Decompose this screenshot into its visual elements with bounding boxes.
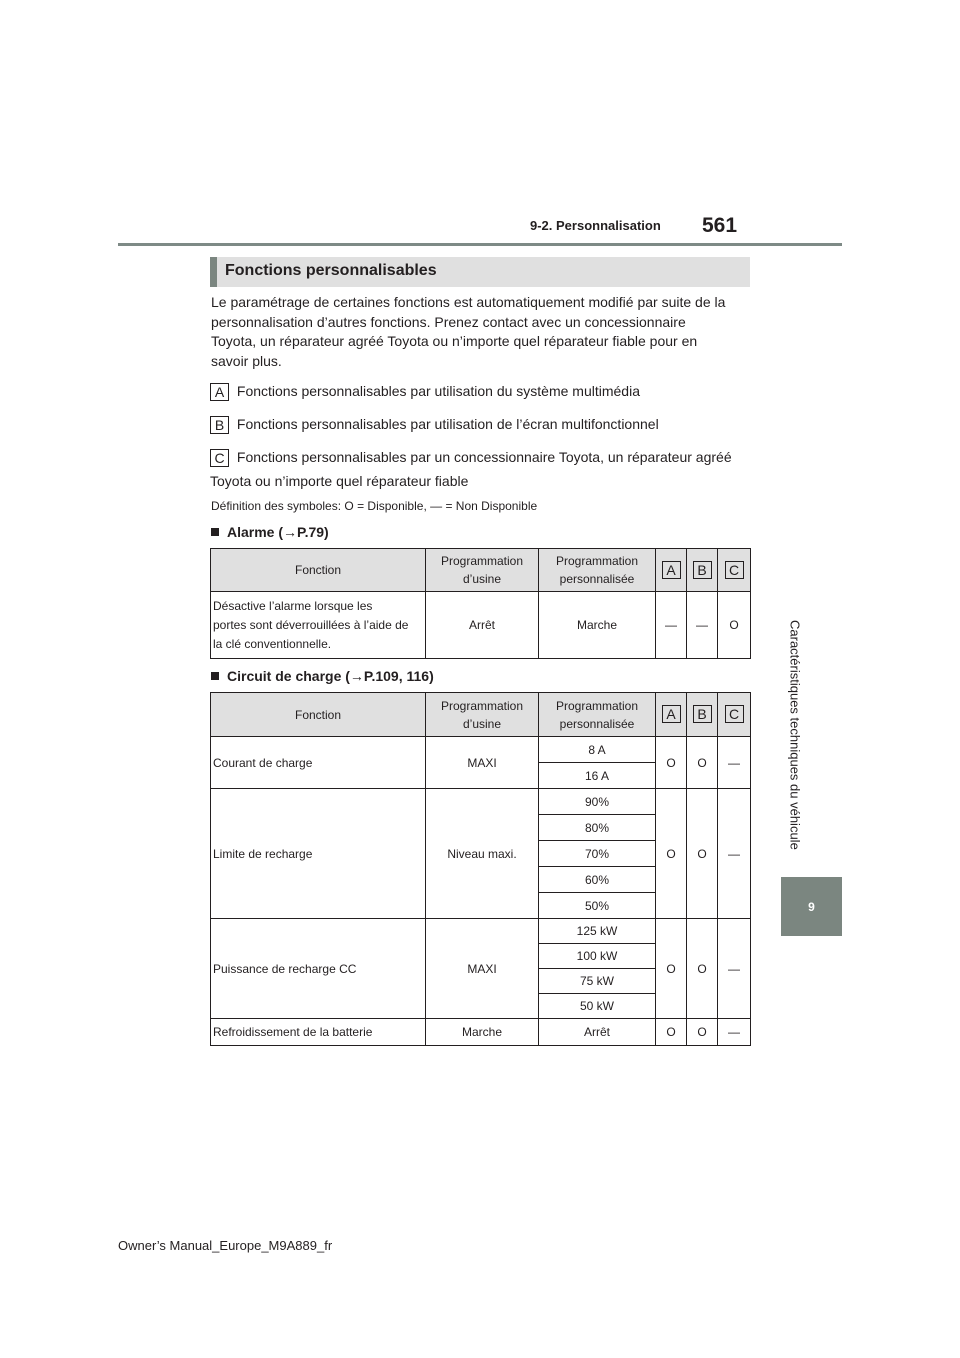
- header-a: A: [656, 549, 687, 592]
- header-fonction: Fonction: [211, 693, 426, 737]
- cell-c: O: [718, 592, 751, 659]
- table-row: [211, 789, 751, 815]
- cell-a: O: [656, 1019, 687, 1046]
- header-b: B: [687, 693, 718, 737]
- alarm-table: [210, 548, 751, 659]
- cell-custom-option: 80%: [539, 815, 656, 841]
- badge-a: A: [210, 383, 229, 401]
- header-a: A: [656, 693, 687, 737]
- cell-c: —: [718, 919, 751, 1019]
- intro-line: savoir plus.: [211, 352, 282, 369]
- table-header-row: [211, 693, 751, 737]
- legend-item-b: [210, 414, 770, 434]
- cell-b: —: [687, 592, 718, 659]
- cell-custom-option: 75 kW: [539, 969, 656, 994]
- cell-a: O: [656, 919, 687, 1019]
- legend-item-a: [210, 381, 770, 401]
- header-factory: Programmation d’usine: [426, 693, 539, 737]
- legend-item-c: [210, 447, 770, 467]
- intro-line: personnalisation d’autres fonctions. Prenez contact avec un concessionnaire: [211, 313, 686, 330]
- cell-fonction: Limite de recharge: [211, 789, 426, 919]
- table-row: [211, 592, 751, 659]
- intro-line: Toyota, un réparateur agréé Toyota ou n’importe quel réparateur fiable pour en: [211, 333, 698, 349]
- table-header-row: [211, 549, 751, 592]
- cell-custom-option: 70%: [539, 841, 656, 867]
- cell-a: —: [656, 592, 687, 659]
- header-c: C: [718, 693, 751, 737]
- legend-text: Fonctions personnalisables par utilisation de l’écran multifonctionnel: [236, 416, 659, 432]
- cell-custom-option: 100 kW: [539, 944, 656, 969]
- cell-a: O: [656, 737, 687, 789]
- table-row: [211, 1019, 751, 1046]
- intro-paragraph: [211, 293, 751, 371]
- header-fonction: Fonction: [211, 549, 426, 592]
- subsection-title: Circuit de charge (: [227, 668, 350, 684]
- cell-fonction: Désactive l’alarme lorsque les portes sont déverrouillées à l’aide de la clé conventionnelle.: [211, 592, 426, 659]
- header-custom: Programmation personnalisée: [539, 693, 656, 737]
- legend-text: Fonctions personnalisables par utilisation du système multimédia: [236, 383, 640, 399]
- cell-fonction: Refroidissement de la batterie: [211, 1019, 426, 1046]
- cell-c: —: [718, 789, 751, 919]
- bullet-square-icon: [211, 528, 219, 536]
- header-b: B: [687, 549, 718, 592]
- header-c: C: [718, 549, 751, 592]
- header-custom: Programmation personnalisée: [539, 549, 656, 592]
- cell-custom-option: 90%: [539, 789, 656, 815]
- header-factory: Programmation d’usine: [426, 549, 539, 592]
- cell-c: —: [718, 1019, 751, 1046]
- subsection-title: Alarme (: [227, 524, 284, 540]
- page-reference: →P.79): [283, 524, 329, 540]
- cell-factory: MAXI: [426, 919, 539, 1019]
- chapter-number-tab: 9: [781, 877, 842, 936]
- footer-manual-id: Owner’s Manual_Europe_M9A889_fr: [118, 1238, 333, 1253]
- cell-custom-option: 16 A: [539, 763, 656, 789]
- cell-fonction: Puissance de recharge CC: [211, 919, 426, 1019]
- cell-custom-option: 50 kW: [539, 994, 656, 1019]
- badge-b: B: [210, 416, 229, 434]
- page-number: 561: [702, 214, 738, 237]
- cell-custom: Marche: [539, 592, 656, 659]
- cell-b: O: [687, 1019, 718, 1046]
- cell-a: O: [656, 789, 687, 919]
- cell-b: O: [687, 789, 718, 919]
- badge-c: C: [210, 449, 229, 467]
- header-rule: [118, 243, 842, 246]
- legend-text: Fonctions personnalisables par un concessionnaire Toyota, un réparateur agréé: [236, 449, 732, 465]
- page-reference: →P.109, 116): [349, 668, 434, 684]
- intro-line: Le paramétrage de certaines fonctions est automatiquement modifié par suite de la: [211, 294, 726, 310]
- cell-b: O: [687, 737, 718, 789]
- section-title: Fonctions personnalisables: [210, 257, 750, 287]
- table-row: [211, 919, 751, 944]
- cell-factory: MAXI: [426, 737, 539, 789]
- cell-custom-option: Arrêt: [539, 1019, 656, 1046]
- cell-factory: Marche: [426, 1019, 539, 1046]
- charging-table: [210, 692, 751, 1046]
- cell-c: —: [718, 737, 751, 789]
- cell-custom-option: 125 kW: [539, 919, 656, 944]
- cell-custom-option: 8 A: [539, 737, 656, 763]
- symbol-definition: Définition des symboles: O = Disponible, — = Non Disponible: [211, 499, 538, 513]
- cell-fonction: Courant de charge: [211, 737, 426, 789]
- chapter-side-label: Caractéristiques techniques du véhicule: [787, 620, 803, 850]
- cell-custom-option: 60%: [539, 867, 656, 893]
- subsection-charging: [211, 668, 434, 684]
- header-section-title: 9-2. Personnalisation: [530, 218, 661, 233]
- cell-factory: Niveau maxi.: [426, 789, 539, 919]
- cell-factory: Arrêt: [426, 592, 539, 659]
- table-row: [211, 737, 751, 763]
- subsection-alarm: [211, 524, 329, 540]
- cell-custom-option: 50%: [539, 893, 656, 919]
- bullet-square-icon: [211, 672, 219, 680]
- cell-b: O: [687, 919, 718, 1019]
- legend-item-c-continuation: Toyota ou n’importe quel réparateur fiable: [210, 473, 469, 489]
